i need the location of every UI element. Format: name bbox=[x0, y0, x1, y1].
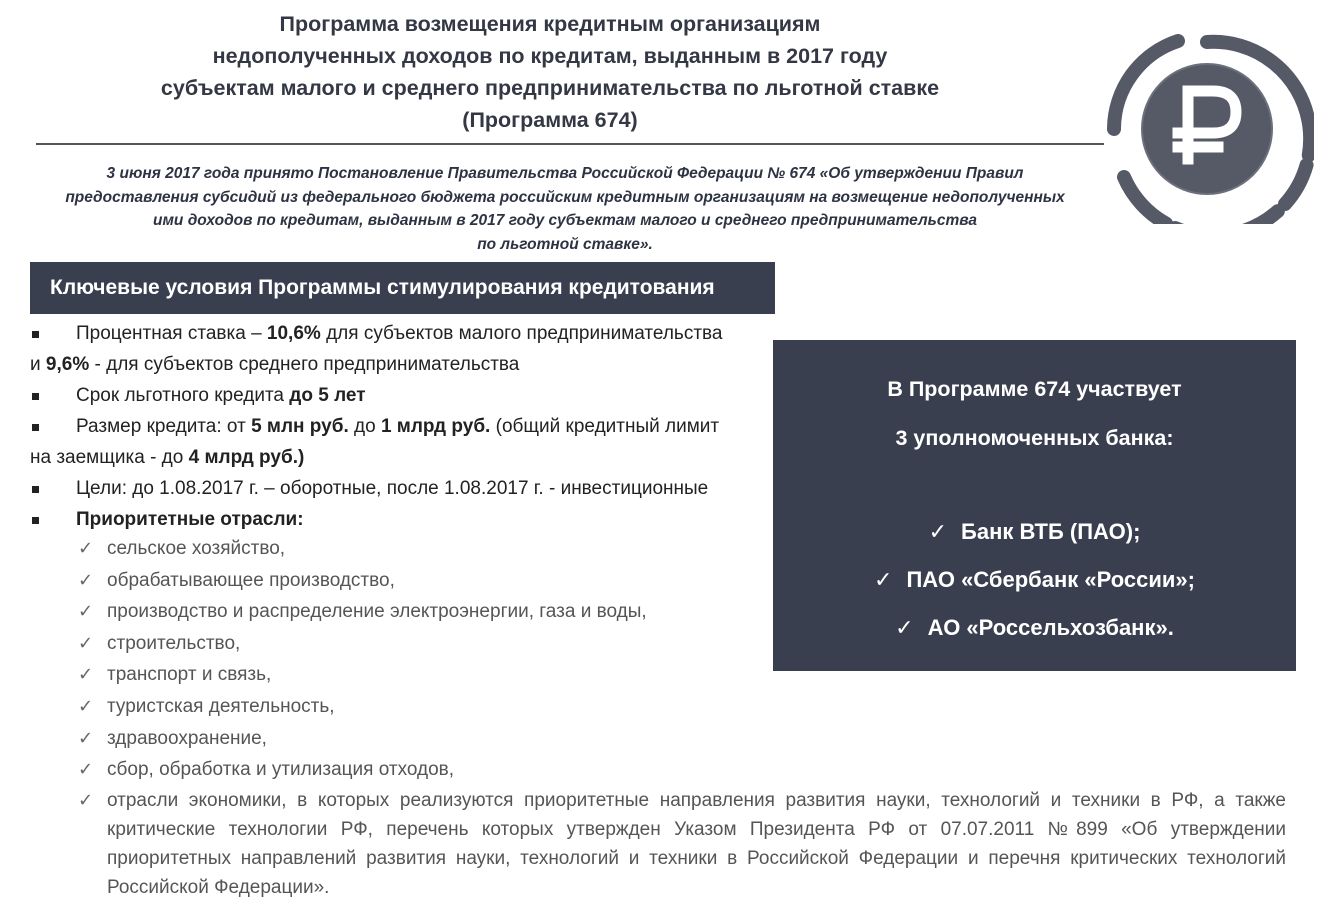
size-text-4: на заемщика - до bbox=[30, 447, 189, 468]
banks-heading-1: В Программе 674 участвует bbox=[887, 377, 1182, 401]
list-item: ✓ транспорт и связь, bbox=[78, 659, 647, 691]
industries-list bbox=[78, 533, 647, 786]
rate-medium-value: 9,6% bbox=[45, 354, 90, 375]
check-icon: ✓ bbox=[874, 567, 893, 592]
bank-item-vtb: ✓ Банк ВТБ (ПАО); bbox=[928, 519, 1141, 544]
bullet-icon bbox=[32, 424, 39, 431]
bank-item-rosselkhozbank: ✓ АО «Россельхозбанк». bbox=[895, 615, 1174, 640]
key-conditions-list bbox=[30, 318, 766, 535]
term-text: Срок льготного кредита bbox=[76, 385, 290, 406]
size-text-2: до bbox=[348, 416, 381, 437]
title-line-3: субъектам малого и среднего предпринимательства по льготной ставке bbox=[160, 76, 940, 100]
goals-text: Цели: до 1.08.2017 г. – оборотные, после 1.08.2017 г. - инвестиционные bbox=[76, 478, 709, 499]
decree-line-3: ими доходов по кредитам, выданным в 2017 году субъектам малого и среднего предпринимательства bbox=[153, 212, 977, 229]
priority-label: Приоритетные отрасли: bbox=[76, 509, 304, 530]
size-text-1: Размер кредита: от bbox=[76, 416, 252, 437]
bullet-icon bbox=[32, 486, 39, 493]
rate-text-2: для субъектов малого предпринимательства bbox=[320, 323, 723, 344]
rate-small-value: 10,6% bbox=[266, 323, 321, 344]
check-icon: ✓ bbox=[895, 615, 914, 640]
check-icon: ✓ bbox=[78, 695, 94, 716]
rate-text-1: Процентная ставка – bbox=[76, 323, 267, 344]
condition-goals bbox=[30, 473, 766, 504]
title-line-4: (Программа 674) bbox=[462, 108, 638, 132]
decree-line-4: по льготной ставке». bbox=[477, 235, 653, 253]
banks-panel bbox=[773, 340, 1296, 671]
banks-heading-2: 3 уполномоченных банка: bbox=[895, 426, 1174, 450]
list-item: ✓ сельское хозяйство, bbox=[78, 533, 647, 565]
check-icon: ✓ bbox=[78, 664, 94, 685]
title-divider bbox=[36, 143, 1104, 145]
decree-text bbox=[30, 162, 1100, 256]
bullet-icon bbox=[32, 331, 39, 338]
size-max-value: 1 млрд руб. bbox=[380, 416, 491, 437]
check-icon: ✓ bbox=[78, 790, 94, 810]
check-icon: ✓ bbox=[78, 569, 94, 590]
check-icon: ✓ bbox=[928, 519, 948, 544]
bullet-icon bbox=[32, 517, 39, 524]
condition-size bbox=[30, 411, 766, 473]
condition-priority bbox=[30, 504, 766, 535]
bank-item-sberbank: ✓ ПАО «Сбербанк «России»; bbox=[874, 567, 1195, 592]
title-line-2: недополученных доходов по кредитам, выданным в 2017 году bbox=[212, 44, 888, 68]
list-item: ✓ сбор, обработка и утилизация отходов, bbox=[78, 754, 647, 786]
rate-text-3: и bbox=[30, 354, 46, 375]
list-item-science: ✓ отрасли экономики, в которых реализуются приоритетные направления развития науки, технологий и техники в РФ, а также критические технологии РФ, перечень которых утвержден Указом Президента РФ от 07.07.2011 №899 «Об утверждении приоритетных направлений развития науки, технологий и техники в Российской Федерации и перечня критических технологий Российской Федерации». bbox=[78, 786, 1286, 902]
decree-line-1: 3 июня 2017 года принято Постановление Правительства Российской Федерации № 674 «Об утверждении Правил bbox=[106, 165, 1024, 182]
check-icon: ✓ bbox=[78, 759, 94, 780]
title-line-1: Программа возмещения кредитным организациям bbox=[279, 12, 821, 36]
ruble-icon bbox=[1100, 34, 1314, 224]
list-item: ✓ обрабатывающее производство, bbox=[78, 565, 647, 597]
size-text-3: (общий кредитный лимит bbox=[490, 416, 720, 437]
size-min-value: 5 млн руб. bbox=[251, 416, 349, 437]
key-conditions-header: Ключевые условия Программы стимулирования кредитования bbox=[30, 262, 775, 314]
list-item: ✓ туристская деятельность, bbox=[78, 691, 647, 723]
check-icon: ✓ bbox=[78, 538, 94, 558]
decree-line-2: предоставления субсидий из федерального бюджета российским кредитным организациям на возмещение недополученных bbox=[65, 188, 1065, 206]
condition-rate bbox=[30, 318, 766, 380]
condition-term bbox=[30, 380, 766, 411]
rate-text-4: - для субъектов среднего предпринимательства bbox=[89, 354, 520, 375]
bullet-icon bbox=[32, 393, 39, 400]
list-item: ✓ строительство, bbox=[78, 628, 647, 660]
list-item: ✓ здравоохранение, bbox=[78, 723, 647, 755]
check-icon: ✓ bbox=[78, 601, 94, 622]
page-title bbox=[60, 8, 1040, 136]
term-value: до 5 лет bbox=[289, 385, 366, 406]
size-limit-value: 4 млрд руб.) bbox=[188, 447, 305, 468]
check-icon: ✓ bbox=[78, 632, 94, 653]
list-item: ✓ производство и распределение электроэнергии, газа и воды, bbox=[78, 596, 647, 628]
check-icon: ✓ bbox=[78, 727, 94, 748]
